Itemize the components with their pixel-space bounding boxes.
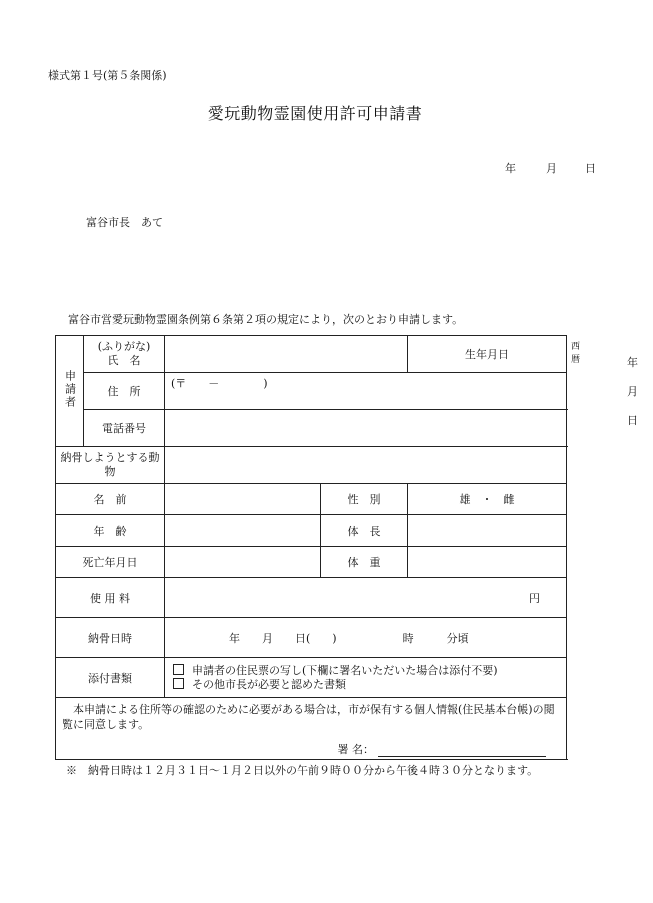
age-label: 年 齢 (56, 515, 165, 547)
birth-month-label: 月 (627, 385, 638, 398)
application-form-table (55, 335, 638, 760)
animal-section-label: 納骨しようとする動物 (56, 447, 165, 484)
length-field[interactable] (408, 515, 567, 547)
date-day: 日 (585, 162, 596, 175)
consent-block (56, 698, 567, 760)
address-field[interactable] (165, 373, 567, 410)
addressee: 富谷市長 あて (86, 216, 163, 229)
interment-datetime-field[interactable] (165, 618, 567, 658)
fee-unit: 円 (529, 591, 540, 605)
attachment-item-resident-card[interactable]: 申請者の住民票の写し(下欄に署名いただいた場合は添付不要) (173, 664, 566, 678)
page-title: 愛玩動物霊園使用許可申請書 (207, 104, 423, 123)
furigana-label: (ふりがな) (97, 340, 151, 353)
death-date-field[interactable] (165, 547, 321, 578)
phone-label: 電話番号 (84, 410, 165, 447)
sex-label: 性 別 (321, 484, 408, 515)
date-month: 月 (546, 162, 557, 175)
intro-text: 富谷市営愛玩動物霊園条例第６条第２項の規定により，次のとおり申請します。 (68, 313, 464, 326)
weight-label: 体 重 (321, 547, 408, 578)
fee-label: 使 用 料 (56, 578, 165, 618)
applicant-section-label: 申請者 (56, 336, 84, 447)
attachment-item-other[interactable]: その他市長が必要と認めた書類 (173, 678, 566, 692)
postal-code-prefix: (〒 － ) (171, 377, 268, 390)
weight-field[interactable] (408, 547, 567, 578)
attachments-label: 添付書類 (56, 658, 165, 698)
fee-field[interactable] (165, 578, 567, 618)
sex-options[interactable]: 雄 ・ 雌 (408, 484, 567, 515)
signature-label: 署 名： (337, 743, 374, 756)
length-label: 体 長 (321, 515, 408, 547)
interment-datetime-template: 年 月 日( ) 時 分頃 (229, 631, 469, 645)
form-number: 様式第１号(第５条関係) (48, 69, 167, 82)
animal-name-label: 名 前 (56, 484, 165, 515)
phone-field[interactable] (165, 410, 567, 447)
animal-section-blank (165, 447, 567, 484)
death-date-label: 死亡年月日 (56, 547, 165, 578)
name-label: 氏 名 (107, 354, 141, 367)
birth-year-label: 年 (627, 356, 638, 369)
birthdate-label: 生年月日 (408, 336, 567, 373)
signature-row (62, 742, 560, 757)
age-field[interactable] (165, 515, 321, 547)
signature-field[interactable] (378, 744, 546, 757)
applicant-name-field[interactable] (165, 336, 408, 373)
checkbox-icon[interactable] (173, 664, 184, 675)
birth-day-label: 日 (627, 414, 638, 427)
application-date (505, 160, 596, 176)
checkbox-icon[interactable] (173, 678, 184, 689)
interment-label: 納骨日時 (56, 618, 165, 658)
name-label-cell (84, 336, 165, 373)
attachments-list (165, 658, 567, 698)
footer-note: ※ 納骨日時は１２月３１日～１月２日以外の午前９時００分から午後４時３０分となります。 (66, 764, 539, 777)
animal-name-field[interactable] (165, 484, 321, 515)
era-label: 西暦 (571, 342, 581, 365)
date-year: 年 (505, 162, 516, 175)
consent-text: 本申請による住所等の確認のために必要がある場合は，市が保有する個人情報(住民基本台帳)の閲覧に同意します。 (62, 703, 555, 731)
address-label: 住 所 (84, 373, 165, 410)
